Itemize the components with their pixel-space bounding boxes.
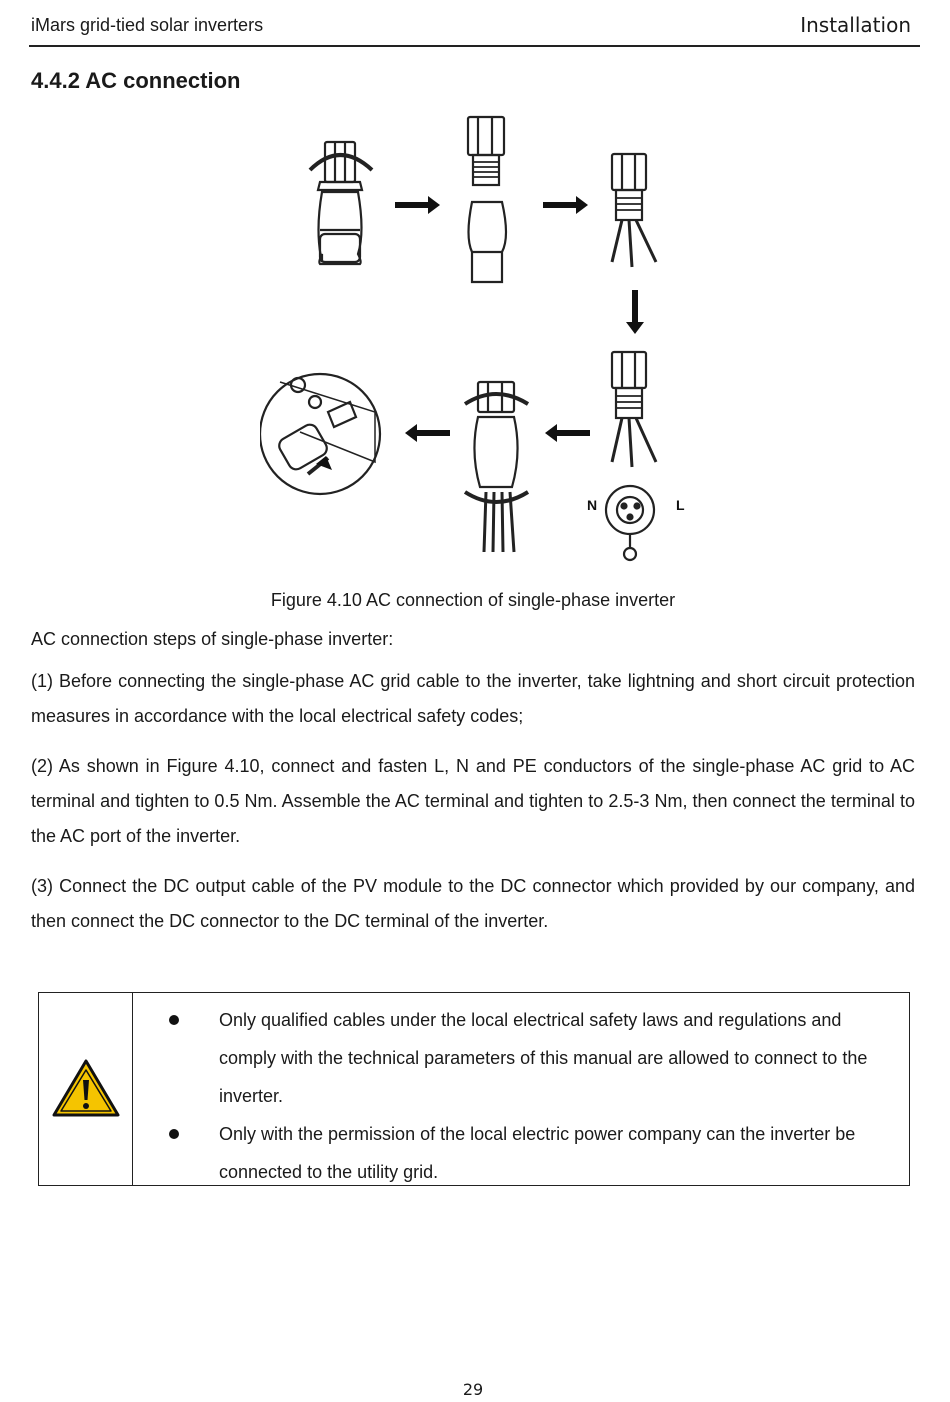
- connector-step3-illustration: [612, 154, 656, 267]
- figure-caption: Figure 4.10 AC connection of single-phase inverter: [270, 590, 676, 610]
- inverter-port-illustration: [260, 374, 380, 494]
- notice-item: [169, 1001, 889, 1115]
- safety-notice-box: [38, 992, 910, 1186]
- header-doc-title: iMars grid-tied solar inverters: [31, 15, 264, 35]
- notice-item-text: Only qualified cables under the local electrical safety laws and regulations and comply with the technical parameters of this manual are allowed to connect to the inverter.: [219, 1010, 868, 1106]
- notice-icon-cell: [39, 993, 133, 1185]
- steps-intro: AC connection steps of single-phase inverter:: [31, 629, 394, 649]
- section-title: 4.4.2 AC connection: [31, 68, 241, 93]
- terminal-face-illustration: [606, 486, 654, 560]
- step-paragraph: (3) Connect the DC output cable of the PV module to the DC connector which provided by our company, and then connect the DC connector to the DC terminal of the inverter.: [31, 876, 915, 931]
- header-chapter: Installation: [800, 13, 911, 37]
- figure-label-n: N: [587, 497, 598, 513]
- connector-step4-illustration: [612, 352, 656, 467]
- step-paragraph: (2) As shown in Figure 4.10, connect and fasten L, N and PE conductors of the single-phase AC grid to AC terminal and tighten to 0.5 Nm. Assemble the AC terminal and tighten to 2.5-3 Nm, then connect the terminal to the AC port of the inverter.: [31, 756, 915, 846]
- warning-triangle-icon: [52, 1058, 120, 1118]
- step-paragraph: (1) Before connecting the single-phase AC grid cable to the inverter, take lightning and short circuit protection measures in accordance with the local electrical safety codes;: [31, 671, 915, 726]
- connector-step2-illustration: [468, 117, 506, 282]
- notice-list: [169, 1001, 889, 1191]
- page-number: 29: [462, 1380, 484, 1399]
- bullet-icon: [169, 1129, 179, 1139]
- header-divider: [29, 45, 920, 47]
- ac-connection-figure: [260, 112, 700, 577]
- notice-item: [169, 1115, 889, 1191]
- bullet-icon: [169, 1015, 179, 1025]
- connector-step5-illustration: [474, 382, 517, 552]
- notice-item-text: Only with the permission of the local electric power company can the inverter be connected to the utility grid.: [219, 1124, 856, 1182]
- figure-label-l: L: [676, 497, 685, 513]
